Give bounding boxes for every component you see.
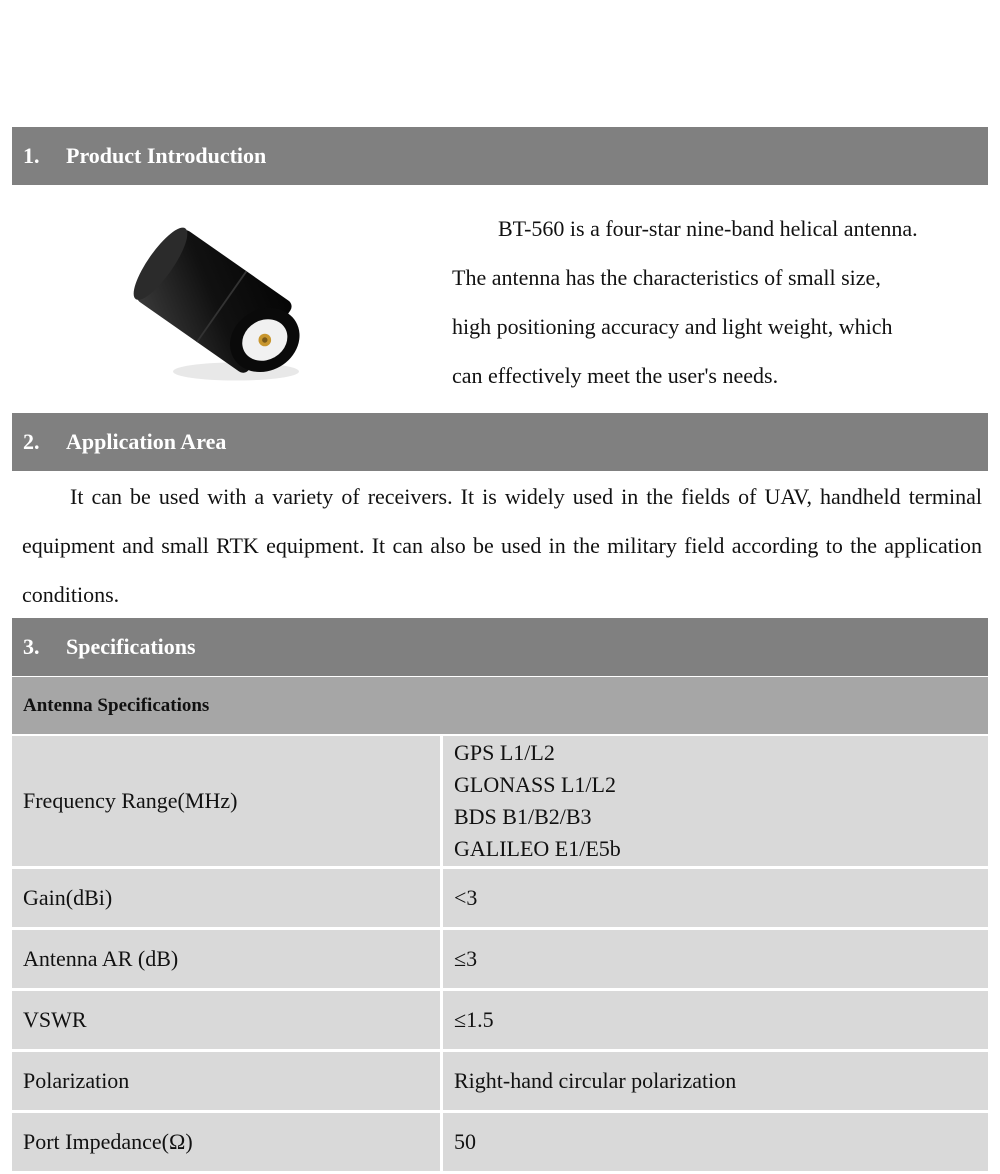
spec-label: Gain(dBi) xyxy=(12,869,440,927)
spec-label: VSWR xyxy=(12,991,440,1049)
table-row xyxy=(12,930,988,988)
section-header-specifications xyxy=(12,618,988,676)
table-row xyxy=(12,1113,988,1171)
frequency-band: GPS L1/L2 xyxy=(454,740,555,765)
frequency-band: GALILEO E1/E5b xyxy=(454,836,621,861)
section-header-product-introduction xyxy=(12,127,988,185)
section-header-application-area xyxy=(12,413,988,471)
table-row xyxy=(12,869,988,927)
intro-line: The antenna has the characteristics of small size, xyxy=(452,265,881,290)
spec-value: <3 xyxy=(440,869,988,927)
antenna-product-photo xyxy=(128,214,308,394)
section-number: 2. xyxy=(23,429,40,454)
table-row xyxy=(12,736,988,866)
section-number: 1. xyxy=(23,143,40,168)
product-intro-text xyxy=(452,204,988,400)
section-title: Product Introduction xyxy=(66,143,267,168)
spec-value: 50 xyxy=(440,1113,988,1171)
intro-line: can effectively meet the user's needs. xyxy=(452,363,779,388)
spec-value: ≤1.5 xyxy=(440,991,988,1049)
intro-line: BT-560 is a four-star nine-band helical antenna. xyxy=(498,216,918,241)
table-row xyxy=(12,1052,988,1110)
spec-value xyxy=(440,736,988,866)
spec-value: Right-hand circular polarization xyxy=(440,1052,988,1110)
spec-label: Antenna AR (dB) xyxy=(12,930,440,988)
section-number: 3. xyxy=(23,634,40,659)
intro-line: high positioning accuracy and light weight, which xyxy=(452,314,893,339)
spec-label: Polarization xyxy=(12,1052,440,1110)
spec-label: Port Impedance(Ω) xyxy=(12,1113,440,1171)
spec-value: ≤3 xyxy=(440,930,988,988)
section-title: Application Area xyxy=(66,429,227,454)
frequency-band: GLONASS L1/L2 xyxy=(454,772,616,797)
section-title: Specifications xyxy=(66,634,196,659)
antenna-icon xyxy=(128,214,308,394)
spec-label: Frequency Range(MHz) xyxy=(12,736,440,866)
application-area-text: It can be used with a variety of receivers. It is widely used in the fields of UAV, handheld terminal equipment and small RTK equipment. It can also be used in the military field according to the application conditions. xyxy=(22,484,982,607)
antenna-specifications-subheader: Antenna Specifications xyxy=(12,677,988,734)
table-row xyxy=(12,991,988,1049)
specifications-table xyxy=(12,733,988,1174)
frequency-band: BDS B1/B2/B3 xyxy=(454,804,592,829)
